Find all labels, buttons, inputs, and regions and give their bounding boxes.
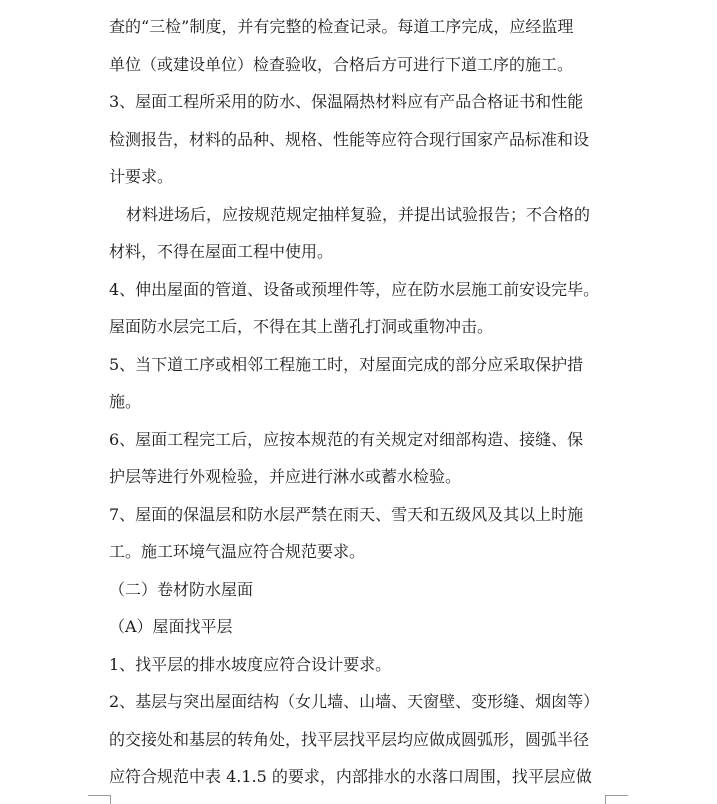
text-line: 计要求。 (109, 167, 174, 186)
text-line: 单位（或建设单位）检查验收，合格后方可进行下道工序的施工。 (109, 55, 574, 74)
text-line: 材料，不得在屋面工程中使用。 (109, 242, 334, 261)
text-line: 护层等进行外观检验，并应进行淋水或蓄水检验。 (109, 467, 462, 486)
text-line: 检测报告，材料的品种、规格、性能等应符合现行国家产品标准和设 (109, 130, 590, 149)
text-line: 的交接处和基层的转角处，找平层找平层均应做成圆弧形，圆弧半径 (109, 730, 590, 749)
text-line: 应符合规范中表 4.1.5 的要求，内部排水的水落口周围，找平层应做 (109, 767, 592, 786)
text-line: 材料进场后，应按规范规定抽样复验，并提出试验报告；不合格的 (126, 205, 591, 224)
text-line: 6、屋面工程完工后，应按本规范的有关规定对细部构造、接缝、保 (109, 430, 584, 449)
text-line: 5、当下道工序或相邻工程施工时，对屋面完成的部分应采取保护措 (109, 355, 584, 374)
text-line: 查的“三检”制度，并有完整的检查记录。每道工序完成，应经监理 (109, 17, 574, 36)
text-line: 3、屋面工程所采用的防水、保温隔热材料应有产品合格证书和性能 (109, 92, 584, 111)
text-line: 4、伸出屋面的管道、设备或预埋件等，应在防水层施工前安设完毕。 (109, 280, 600, 299)
text-line: 2、基层与突出屋面结构（女儿墙、山墙、天窗壁、变形缝、烟囱等） (109, 692, 600, 711)
text-line: 1、找平层的排水坡度应符合设计要求。 (109, 655, 392, 674)
text-line: 工。施工环境气温应符合规范要求。 (109, 542, 366, 561)
subsection-heading: （A）屋面找平层 (109, 617, 233, 636)
text-line: 屋面防水层完工后，不得在其上凿孔打洞或重物冲击。 (109, 317, 494, 336)
text-line: 7、屋面的保温层和防水层严禁在雨天、雪天和五级风及其以上时施 (109, 505, 584, 524)
text-line: 施。 (109, 392, 142, 411)
section-heading: （二）卷材防水屋面 (109, 580, 254, 599)
